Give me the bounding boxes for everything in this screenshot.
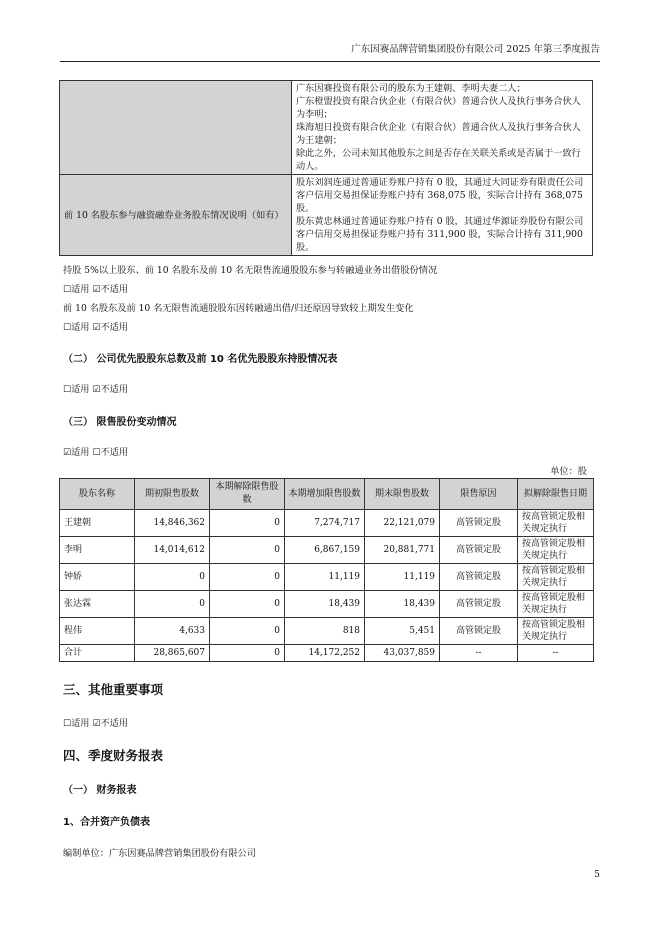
cell-released: 0 [210,537,285,564]
column-header: 限售原因 [440,479,518,510]
cell-begin: 4,633 [135,618,210,645]
cell-end: 11,119 [365,564,440,591]
cell-reason: -- [440,645,518,662]
checked-box-icon[interactable]: ☑ [92,719,101,729]
option-label-applicable: 适用 [71,322,90,333]
unchecked-box-icon[interactable]: ☐ [63,323,72,333]
option-group-2 [63,319,128,333]
cell-end: 20,881,771 [365,537,440,564]
cell-name: 合计 [60,645,135,662]
page-number: 5 [594,870,600,880]
cell-begin: 0 [135,591,210,618]
column-header: 期初限售股数 [135,479,210,510]
checked-box-icon[interactable]: ☑ [92,385,101,395]
option-group-5 [63,715,128,729]
table-row [60,510,594,537]
cell-reason: 高管锁定股 [440,537,518,564]
option-label-not-applicable: 不适用 [100,322,129,333]
balance-sheet-heading: 1、合并资产负债表 [63,817,150,828]
cell-date: 按高管锁定股相关规定执行 [518,510,594,537]
financial-statements-subheading: （一） 财务报表 [63,785,137,796]
option-label-not-applicable: 不适用 [100,384,129,395]
margin-trading-line: 股东黄忠林通过普通证券账户持有 0 股，其通过华源证券股份有限公司客户信用交易担保证券账户持有 311,900 股，实际合计持有 311,900 股。 [296,216,584,253]
cell-name: 王建朝 [60,510,135,537]
financial-statements-section-heading: 四、季度财务报表 [63,748,164,763]
relationship-line: 广东因赛投资有限公司的股东为王建朝、李明夫妻二人； [296,83,526,94]
table-total-row [60,645,594,662]
relationship-label-cell [60,81,292,175]
relationship-row [60,81,593,175]
unit-label: 单位：股 [550,466,587,477]
cell-added: 818 [285,618,365,645]
relationship-line: 广东橙盟投资有限合伙企业（有限合伙）普通合伙人及执行事务合伙人为李明； [296,96,581,120]
table-row [60,564,594,591]
cell-reason: 高管锁定股 [440,510,518,537]
option-label-not-applicable: 不适用 [100,718,129,729]
cell-begin: 14,014,612 [135,537,210,564]
table-row [60,618,594,645]
cell-reason: 高管锁定股 [440,564,518,591]
relationship-cell [292,81,593,175]
unchecked-box-icon[interactable]: ☐ [63,719,72,729]
relationship-line: 除此之外，公司未知其他股东之间是否存在关联关系或是否属于一致行动人。 [296,148,581,172]
preferred-shares-heading: （二） 公司优先股股东总数及前 10 名优先股股东持股情况表 [63,354,338,365]
unchecked-box-icon[interactable]: ☐ [92,448,101,458]
cell-released: 0 [210,510,285,537]
cell-name: 钟娇 [60,564,135,591]
cell-released: 0 [210,591,285,618]
column-header: 股东名称 [60,479,135,510]
restricted-shares-table [59,478,594,662]
margin-trading-row [60,175,593,256]
column-header: 本期解除限售股数 [210,479,285,510]
cell-added: 7,274,717 [285,510,365,537]
cell-added: 18,439 [285,591,365,618]
option-group-1 [63,281,128,295]
other-matters-heading: 三、其他重要事项 [63,682,164,697]
cell-name: 李明 [60,537,135,564]
page-header: 广东因赛品牌营销集团股份有限公司 2025 年第三季度报告 [60,44,600,62]
cell-added: 14,172,252 [285,645,365,662]
cell-added: 11,119 [285,564,365,591]
cell-date: 按高管锁定股相关规定执行 [518,618,594,645]
option-label-applicable: 适用 [71,284,90,295]
cell-name: 张达霖 [60,591,135,618]
cell-released: 0 [210,618,285,645]
cell-released: 0 [210,645,285,662]
checked-box-icon[interactable]: ☑ [92,323,101,333]
cell-begin: 14,846,362 [135,510,210,537]
option-label-not-applicable: 不适用 [100,447,129,458]
option-group-4 [63,444,128,458]
cell-date: 按高管锁定股相关规定执行 [518,537,594,564]
cell-released: 0 [210,564,285,591]
cell-begin: 0 [135,564,210,591]
option-label-applicable: 适用 [71,384,90,395]
cell-date: 按高管锁定股相关规定执行 [518,591,594,618]
lending-change-heading: 前 10 名股东及前 10 名无限售流通股股东因转融通出借/归还原因导致较上期发生变化 [63,303,414,314]
checked-box-icon[interactable]: ☑ [63,448,72,458]
cell-date: 按高管锁定股相关规定执行 [518,564,594,591]
option-label-applicable: 适用 [71,447,90,458]
cell-added: 6,867,159 [285,537,365,564]
unchecked-box-icon[interactable]: ☐ [63,285,72,295]
cell-end: 18,439 [365,591,440,618]
column-header: 拟解除限售日期 [518,479,594,510]
preparer-line: 编制单位：广东因赛品牌营销集团股份有限公司 [63,848,256,859]
margin-trading-line: 股东刘润连通过普通证券账户持有 0 股，其通过大同证券有限责任公司客户信用交易担保证券账户持有 368,075 股，实际合计持有 368,075 股。 [296,177,584,214]
table-row [60,537,594,564]
option-group-3 [63,381,128,395]
securities-lending-heading: 持股 5%以上股东、前 10 名股东及前 10 名无限售流通股股东参与转融通业务出借股份情况 [63,265,438,276]
restricted-shares-heading: （三） 限售股份变动情况 [63,417,177,428]
checked-box-icon[interactable]: ☑ [92,285,101,295]
margin-trading-label: 前 10 名股东参与融资融券业务股东情况说明（如有） [60,175,292,256]
cell-reason: 高管锁定股 [440,591,518,618]
cell-reason: 高管锁定股 [440,618,518,645]
cell-end: 22,121,079 [365,510,440,537]
column-header: 期末限售股数 [365,479,440,510]
cell-begin: 28,865,607 [135,645,210,662]
cell-end: 5,451 [365,618,440,645]
relationship-line: 珠海旭日投资有限合伙企业（有限合伙）普通合伙人及执行事务合伙人为王建朝； [296,122,581,146]
option-label-not-applicable: 不适用 [100,284,129,295]
table-header-row [60,479,594,510]
cell-end: 43,037,859 [365,645,440,662]
table-row [60,591,594,618]
unchecked-box-icon[interactable]: ☐ [63,385,72,395]
cell-name: 程伟 [60,618,135,645]
option-label-applicable: 适用 [71,718,90,729]
shareholder-notes-table [59,80,593,256]
margin-trading-cell [292,175,593,256]
column-header: 本期增加限售股数 [285,479,365,510]
cell-date: -- [518,645,594,662]
